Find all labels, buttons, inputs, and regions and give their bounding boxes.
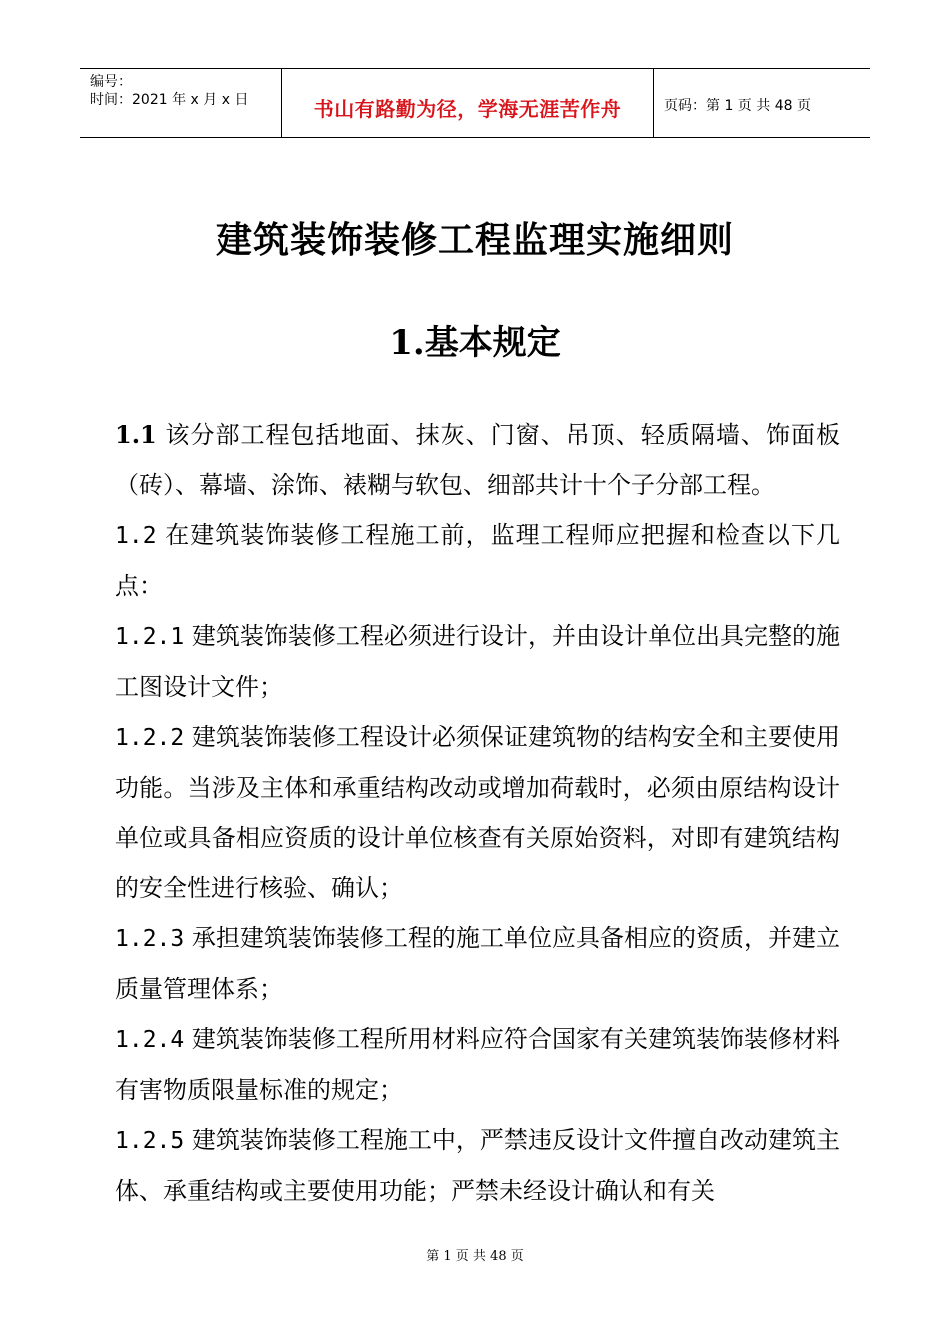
paragraph xyxy=(115,611,840,712)
header-motto-cell xyxy=(282,69,654,137)
clause-text: 承担建筑装饰装修工程的施工单位应具备相应的资质，并建立质量管理体系； xyxy=(115,924,840,1003)
paragraph xyxy=(115,410,840,510)
page-header xyxy=(80,68,870,138)
page-info: 页码：第 1 页 共 48 页 xyxy=(664,98,811,114)
paragraph xyxy=(115,712,840,913)
document-body xyxy=(115,410,840,1216)
clause-text: 建筑装饰装修工程设计必须保证建筑物的结构安全和主要使用功能。当涉及主体和承重结构改动或增加荷载时，必须由原结构设计单位或具备相应资质的设计单位核查有关原始资料，对即有建筑结构的安全性进行核验、确认； xyxy=(115,723,840,902)
clause-number: 1.1 xyxy=(115,420,157,449)
paragraph xyxy=(115,1115,840,1216)
clause-number: 1.2 xyxy=(115,523,157,549)
header-meta-cell xyxy=(80,69,282,137)
clause-number: 1.2.1 xyxy=(115,624,185,650)
section-title: 1.基本规定 xyxy=(389,323,561,363)
clause-number: 1.2.5 xyxy=(115,1128,185,1154)
clause-text: 建筑装饰装修工程所用材料应符合国家有关建筑装饰装修材料有害物质限量标准的规定； xyxy=(115,1025,840,1104)
clause-text: 建筑装饰装修工程必须进行设计，并由设计单位出具完整的施工图设计文件； xyxy=(115,622,840,701)
header-page-cell xyxy=(664,69,870,137)
code-label: 编号： xyxy=(90,74,132,90)
clause-text: 在建筑装饰装修工程施工前，监理工程师应把握和检查以下几点： xyxy=(115,521,840,600)
clause-number: 1.2.2 xyxy=(115,725,185,751)
clause-number: 1.2.4 xyxy=(115,1027,185,1053)
paragraph xyxy=(115,510,840,611)
time-label: 时间：2021 年 x 月 x 日 xyxy=(90,92,249,108)
paragraph xyxy=(115,913,840,1014)
document-title: 建筑装饰装修工程监理实施细则 xyxy=(215,219,734,261)
motto-text: 书山有路勤为径，学海无涯苦作舟 xyxy=(313,97,622,121)
clause-number: 1.2.3 xyxy=(115,926,185,952)
paragraph xyxy=(115,1014,840,1115)
page-footer: 第 1 页 共 48 页 xyxy=(426,1249,524,1264)
clause-text: 建筑装饰装修工程施工中，严禁违反设计文件擅自改动建筑主体、承重结构或主要使用功能；严禁未经设计确认和有关 xyxy=(115,1126,840,1205)
clause-text: 该分部工程包括地面、抹灰、门窗、吊顶、轻质隔墙、饰面板（砖）、幕墙、涂饰、裱糊与软包、细部共计十个子分部工程。 xyxy=(115,421,840,499)
